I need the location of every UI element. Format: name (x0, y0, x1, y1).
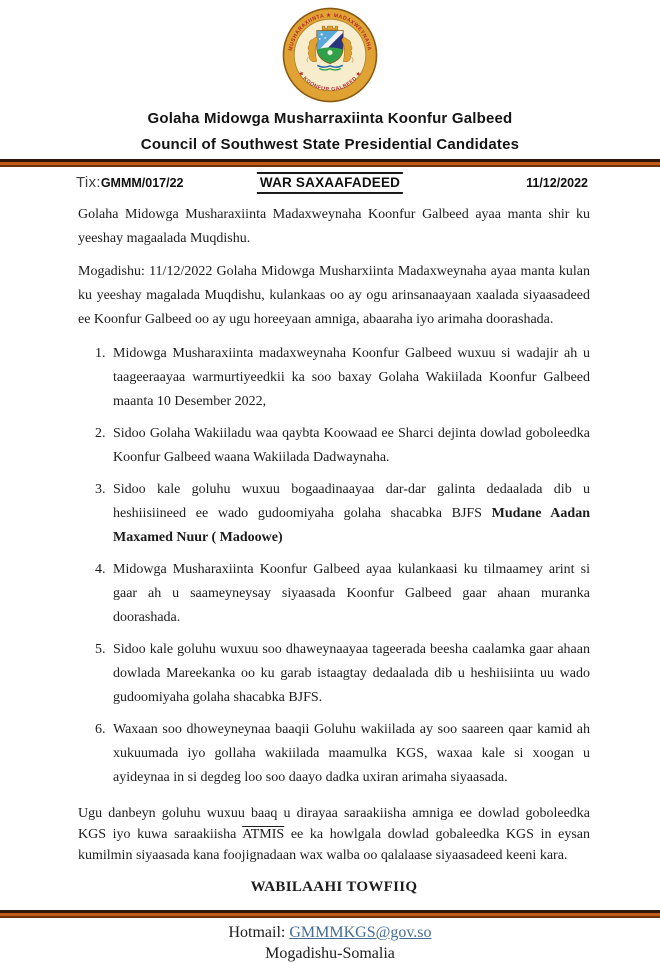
point-4 (95, 558, 590, 630)
reference-value: GMMM/017/22 (100, 176, 184, 190)
logo-row (0, 0, 660, 104)
document-date: 11/12/2022 (526, 176, 588, 190)
reference-label: Tix: (76, 174, 101, 191)
point-text-run: Sidoo Golaha Wakiiladu waa qaybta Koowaad ee Sharci dejinta dowlad goboleedka Koonfur Galbeed waana Wakiilada Dadwaynaha. (113, 426, 590, 465)
point-1 (95, 342, 590, 414)
point-number: 1. (95, 346, 106, 361)
point-text (113, 558, 590, 630)
point-6 (95, 718, 590, 790)
email-link[interactable]: GMMMKGS@gov.so (289, 924, 432, 941)
email-label: Hotmail: (228, 924, 286, 941)
paragraph-closing (78, 803, 590, 866)
point-text-run: Waxaan soo dhoweyneynaa baaqii Goluhu wakiilada ay soo saareen qaar kamid ah xukuumada iyo gollaha wakiilada maamulka KGS, waxaa kale si xoogan u ayideynaa in si degdeg loo soo daayo dadka uxiran arimaha siyaasada. (113, 722, 590, 785)
point-text-run: Sidoo kale goluhu wuxuu bogaadinaayaa dar-dar galinta dedaalada dib u heshiisiineed ee wado gudoomiyaha golaha shacabka BJFS (113, 482, 590, 521)
paragraph-dateline: Mogadishu: 11/12/2022 Golaha Midowga Musharxiinta Madaxweynaha ayaa manta kulan ku yeeshay magalada Muqdishu, kulankaas oo ay ogu arinsanaayaan xaalada siyaasadeed ee Koonfur Galbeed oo ay ugu horeeyaan amniga, abaaraha iyo arimaha doorashada. (78, 264, 590, 327)
org-title-english: Council of Southwest State Presidential Candidates (140, 136, 520, 153)
point-number: 4. (95, 562, 106, 577)
org-title-somali: Golaha Midowga Musharraxiinta Koonfur Galbeed (147, 110, 513, 127)
point-text-run: Midowga Musharaxiinta Koonfur Galbeed ayaa kulankaasi ku tilmaamey arint si gaar ah u saameyneysay siyaasada Koonfur Galbeed gaar ahaan muranka doorashada. (113, 562, 590, 625)
point-text (113, 718, 590, 790)
document-type-heading: WAR SAXAAFADEED (257, 172, 403, 194)
header-rule (0, 159, 660, 167)
point-2 (95, 422, 590, 470)
reference-number (76, 174, 183, 192)
footer-rule (0, 910, 660, 918)
meta-row (0, 171, 660, 197)
point-number: 2. (95, 426, 106, 441)
signoff-text: WABILAAHI TOWFIIQ (250, 879, 418, 895)
emblem-arc-top-text: MUSHARAXIINTA ★ MADAXWEYNAHA (287, 12, 373, 52)
point-text-run: Sidoo kale goluhu wuxuu soo dhaweynaayaa tageerada beesha caalamka gaar ahaan dowlada Mareekanka oo ku garab istaagtay dedaalada dib u heshiisiinta uu wado gudoomiyaha golaha shacabka BJFS. (113, 642, 590, 705)
point-text (113, 638, 590, 710)
point-number: 3. (95, 482, 106, 497)
document-body (0, 203, 660, 899)
point-text (113, 478, 590, 550)
point-number: 5. (95, 642, 106, 657)
point-5 (95, 638, 590, 710)
closing-text-run: Ugu danbeyn goluhu wuxuu baaq u dirayaa saraakiisha amniga ee dowlad goboleedka KGS iyo kuwa saraakiisha (78, 806, 590, 842)
numbered-points (78, 342, 590, 790)
point-text (113, 342, 590, 414)
closing-text-run: ee ka howlgala dowlad gobaleedka KGS in eysan kumilmin siyaasada kana foojignadaan wax walba oo qalalaase siyaasadeed keeni kara. (78, 827, 590, 863)
point-text (113, 422, 590, 470)
council-emblem-icon (281, 6, 379, 104)
emblem-crown-icon (322, 26, 338, 30)
footer-email-line (0, 922, 660, 943)
point-bold-run: Mudane Aadan Maxamed Nuur ( Madoowe) (113, 506, 590, 545)
point-text-run: Midowga Musharaxiinta madaxweynaha Koonfur Galbeed wuxuu si wadajir ah u taageeraayaa warmurtiyeedkii ka soo baxay Golaha Wakiilada Koonfur Galbeed maanta 10 Desember 2022, (113, 346, 590, 409)
footer (0, 922, 660, 964)
point-number: 6. (95, 722, 106, 737)
footer-location: Mogadishu-Somalia (265, 945, 395, 962)
atmis-term: ATMIS (242, 827, 285, 842)
paragraph-intro: Golaha Midowga Musharaxiinta Madaxweynaha Koonfur Galbeed ayaa manta shir ku yeeshay magaalada Muqdishu. (78, 207, 590, 246)
point-3 (95, 478, 590, 550)
emblem-arc-bottom-text: ★ KOONFUR GALBEED ★ (297, 70, 363, 93)
